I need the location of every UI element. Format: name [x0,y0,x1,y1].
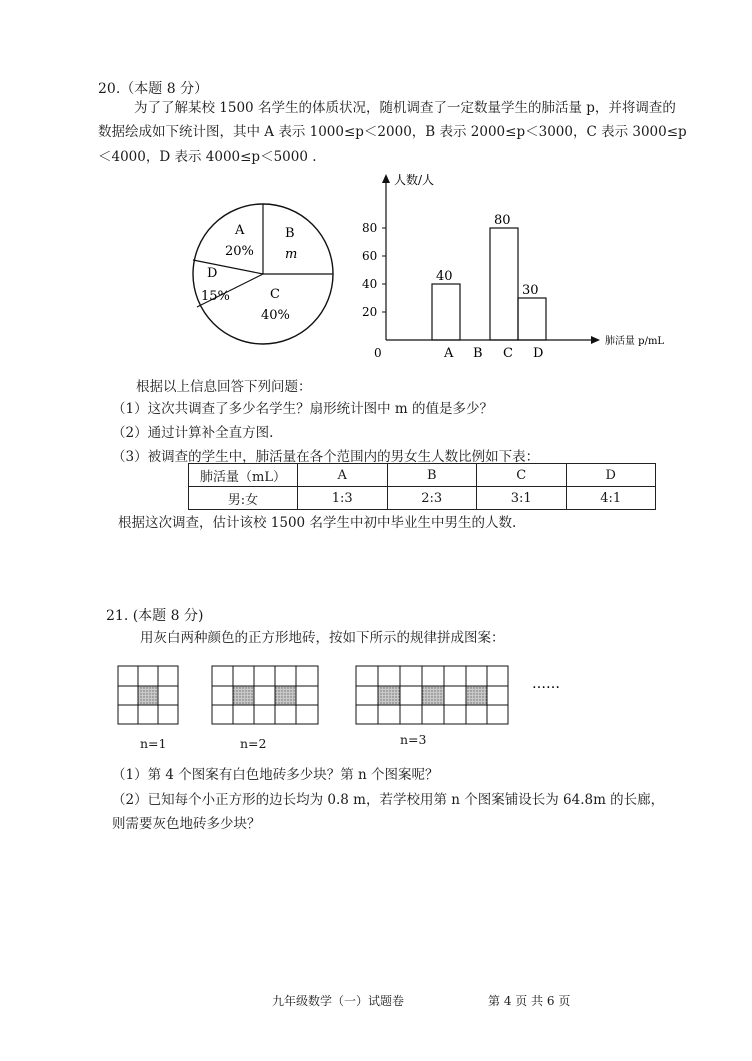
ratio-header-cell: A [298,464,388,487]
tile-patterns [110,660,590,730]
y-tick-label: 40 [362,277,378,291]
tile-ellipsis: …… [532,676,560,692]
y-tick-label: 20 [362,305,378,319]
data-label-d: 30 [522,283,539,298]
pie-label-c: C [270,287,280,302]
q20-sub-2: （2）通过计算补全直方图. [112,425,274,441]
bar-c [490,228,518,340]
ratio-cell: 男:女 [189,487,298,510]
x-category-label: B [473,346,483,361]
figure-label-n3: n=3 [400,732,427,747]
tile-pattern-n2 [212,666,318,724]
pie-value-a: 20% [225,244,254,259]
bar-d [518,298,546,340]
q20-intro-line-1: 为了了解某校 1500 名学生的体质状况，随机调查了一定数量学生的肺活量 p，并将调查的 [134,100,676,116]
ratio-header-cell: C [477,464,567,487]
ratio-cell: 4:1 [566,487,656,510]
pie-label-d: D [207,266,218,281]
tile-pattern-n3 [356,666,508,724]
tile-pattern-n1 [118,666,178,724]
x-axis-arrow [591,336,600,344]
q20-header: 20.（本题 8 分） [98,81,209,97]
q20-final: 根据这次调查，估计该校 1500 名学生中初中毕业生中男生的人数. [118,515,517,531]
figure-label-n2: n=2 [240,736,267,751]
bar-chart [360,170,680,365]
y-axis-label: 人数/人 [394,173,435,187]
bar-a [432,284,460,340]
pie-label-b: B [285,226,295,241]
ratio-header-cell: B [387,464,477,487]
q20-sub-1: （1）这次共调查了多少名学生？扇形统计图中 m 的值是多少？ [112,401,493,417]
data-label-a: 40 [436,269,453,284]
y-tick-label: 60 [362,249,378,263]
q21-sub-1: （1）第 4 个图案有白色地砖多少块？第 n 个图案呢？ [112,767,439,783]
q20-intro-line-3: ＜4000，D 表示 4000≤p＜5000 . [98,149,317,165]
q20-sub-3: （3）被调查的学生中，肺活量在各个范围内的男女生人数比例如下表： [112,449,540,465]
x-axis-label: 肺活量 p/mL [605,336,665,347]
q21-sub-3: 则需要灰色地砖多少块？ [112,816,261,832]
ratio-cell: 1:3 [298,487,388,510]
q20-intro-line-2: 数据绘成如下统计图，其中 A 表示 1000≤p＜2000，B 表示 2000≤p＜3000，C 表示 3000≤p [98,124,687,140]
pie-label-a: A [235,223,245,238]
data-label-c: 80 [494,213,511,228]
ratio-table-row [189,487,656,510]
y-axis-arrow [382,174,390,183]
figure-label-n1: n=1 [140,736,167,751]
footer-page: 第 4 页 共 6 页 [488,994,571,1008]
pie-divider-da [193,260,263,274]
ratio-cell: 3:1 [477,487,567,510]
pie-chart [185,192,345,352]
x-category-label: A [444,346,454,361]
y-tick-label: 80 [362,221,378,235]
ratio-header-cell: D [566,464,656,487]
x-category-label: D [533,346,544,361]
x-category-label: C [503,346,513,361]
ratio-header-cell: 肺活量（mL） [189,464,298,487]
pie-value-d: 15% [201,289,230,304]
q21-intro: 用灰白两种颜色的正方形地砖，按如下所示的规律拼成图案： [140,630,505,646]
footer-title: 九年级数学（一）试题卷 [272,994,405,1008]
pie-value-c: 40% [261,308,290,323]
origin-label: 0 [374,346,382,360]
q21-header: 21. (本题 8 分) [106,608,204,624]
ratio-table [188,463,656,510]
q20-prompt: 根据以上信息回答下列问题： [136,379,312,395]
ratio-cell: 2:3 [387,487,477,510]
pie-value-b: m [285,247,298,262]
ratio-table-header-row [189,464,656,487]
q21-sub-2: （2）已知每个小正方形的边长均为 0.8 m，若学校用第 n 个图案铺设长为 64.8m 的长廊， [112,792,665,808]
